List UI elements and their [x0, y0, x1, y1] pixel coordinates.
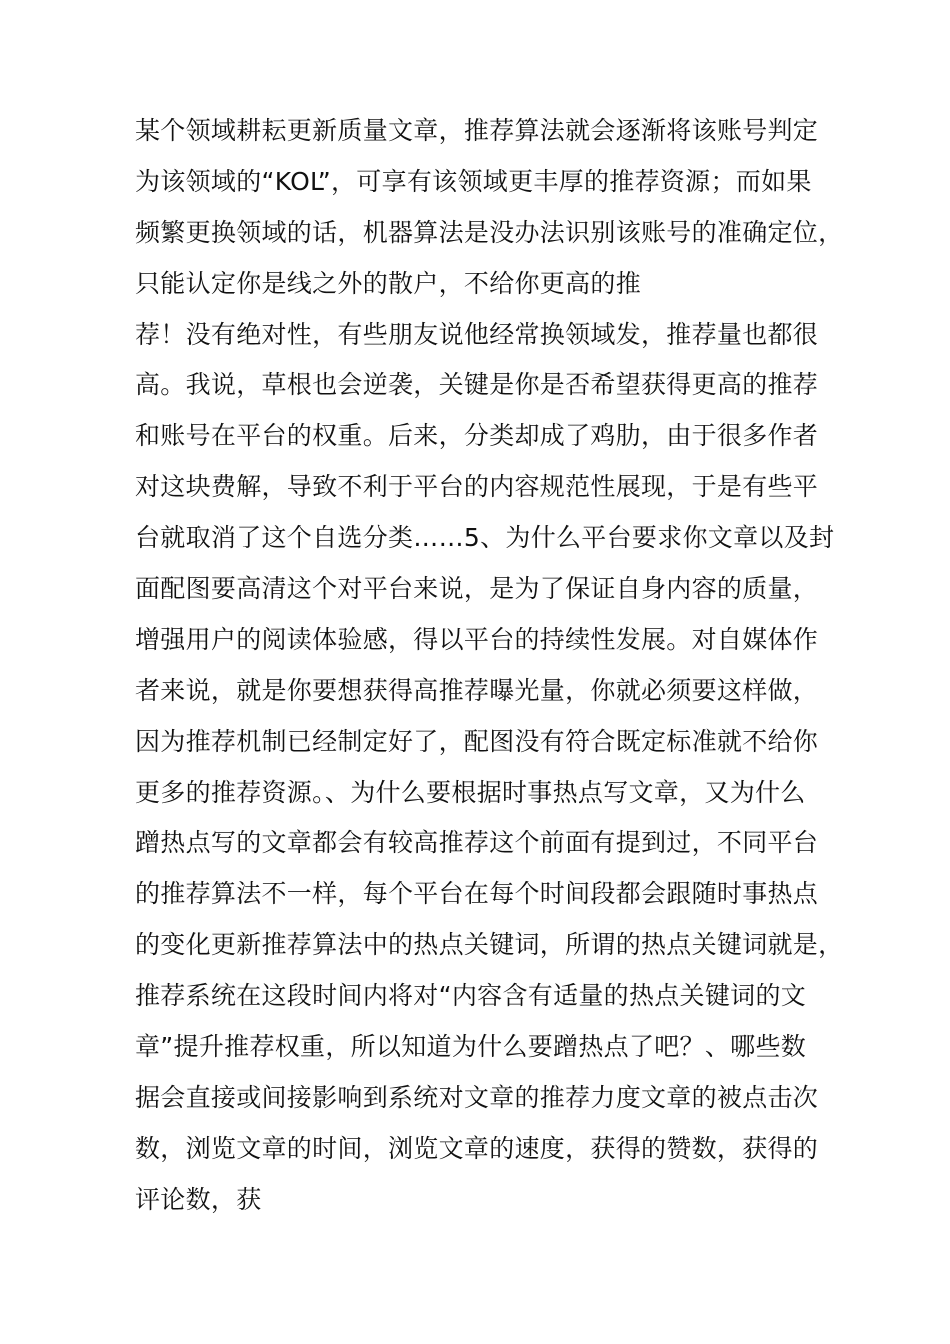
text-line: 对这块费解，导致不利于平台的内容规范性展现，于是有些平: [135, 472, 819, 502]
text-line: 面配图要高清这个对平台来说，是为了保证自身内容的质量，: [135, 574, 819, 604]
text-line: 因为推荐机制已经制定好了，配图没有符合既定标准就不给你: [135, 726, 819, 756]
text-line: 某个领域耕耘更新质量文章，推荐算法就会逐渐将该账号判定: [135, 116, 819, 145]
text-line: 增强用户的阅读体验感，得以平台的持续性发展。对自媒体作: [135, 624, 819, 654]
text-line: 和账号在平台的权重。后来，分类却成了鸡肋，由于很多作者: [135, 421, 819, 451]
text-line: 的推荐算法不一样，每个平台在每个时间段都会跟随时事热点: [135, 879, 819, 909]
text-line: 者来说，就是你要想获得高推荐曝光量，你就必须要这样做，: [135, 675, 819, 705]
text-line: 荐！没有绝对性，有些朋友说他经常换领域发，推荐量也都很: [135, 319, 819, 349]
text-line: 推荐系统在这段时间内将对“内容含有适量的热点关键词的文: [135, 981, 807, 1011]
text-line: 章”提升推荐权重，所以知道为什么要蹭热点了吧？、哪些数: [135, 1032, 807, 1062]
text-line: 更多的推荐资源。、为什么要根据时事热点写文章，又为什么: [135, 777, 806, 807]
text-line: 台就取消了这个自选分类……5、为什么平台要求你文章以及封: [135, 523, 835, 553]
text-line: 频繁更换领域的话，机器算法是没办法识别该账号的准确定位，: [135, 217, 844, 247]
text-line: 的变化更新推荐算法中的热点关键词，所谓的热点关键词就是，: [135, 930, 844, 960]
text-line: 评论数，获: [135, 1184, 262, 1214]
text-line: 蹭热点写的文章都会有较高推荐这个前面有提到过，不同平台: [135, 828, 819, 858]
text-line: 高。我说，草根也会逆袭，关键是你是否希望获得更高的推荐: [135, 370, 819, 400]
text-line: 数，浏览文章的时间，浏览文章的速度，获得的赞数，获得的: [135, 1133, 819, 1163]
text-line: 只能认定你是线之外的散户，不给你更高的推: [135, 268, 642, 298]
body-text: [135, 106, 844, 1226]
text-line: 据会直接或间接影响到系统对文章的推荐力度文章的被点击次: [135, 1082, 819, 1112]
text-line: 为该领域的“KOL”，可享有该领域更丰厚的推荐资源；而如果: [135, 166, 812, 196]
